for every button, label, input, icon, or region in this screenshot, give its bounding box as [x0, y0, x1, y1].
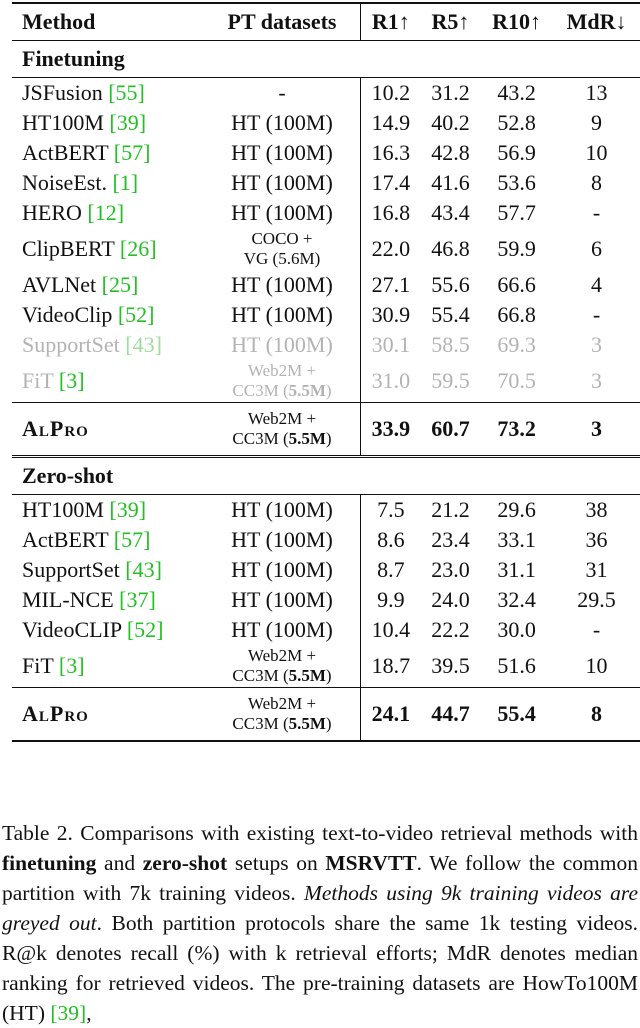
pt-cell: HT (100M)	[204, 138, 361, 168]
pt-cell: Web2M + CC3M (5.5M)	[204, 360, 361, 403]
table-row-ours	[12, 688, 640, 742]
r1-cell: 10.2	[361, 78, 421, 109]
method-cell: HT100M [39]	[12, 495, 204, 526]
table-row	[12, 615, 640, 645]
r10-cell: 31.1	[497, 557, 536, 582]
mdr-cell: 31	[585, 557, 608, 582]
table-row	[12, 270, 640, 300]
r10-cell: 29.6	[480, 495, 553, 526]
method-cell: MIL-NCE [37]	[22, 587, 156, 612]
citation-link[interactable]: [1]	[112, 170, 139, 195]
r5-cell: 43.4	[431, 200, 470, 225]
r1-cell: 24.1	[361, 688, 421, 742]
r1-cell: 33.9	[361, 403, 421, 457]
table-row-greyed	[12, 330, 640, 360]
method-cell: AlPro	[12, 688, 204, 742]
r5-cell: 39.5	[431, 653, 470, 678]
r5-cell: 41.6	[431, 170, 470, 195]
pt-cell: HT (100M)	[204, 270, 361, 300]
citation-link[interactable]: [55]	[108, 80, 145, 105]
pt-cell: HT (100M)	[204, 330, 361, 360]
r10-cell: 73.2	[480, 403, 553, 457]
r5-cell: 58.5	[431, 332, 470, 357]
pt-cell: Web2M + CC3M (5.5M)	[204, 403, 361, 457]
table-row	[12, 108, 640, 138]
table-row	[12, 168, 640, 198]
citation-link[interactable]: [3]	[58, 368, 85, 393]
table-row	[12, 198, 640, 228]
citation-link[interactable]: [37]	[119, 587, 156, 612]
mdr-cell: 10	[585, 140, 608, 165]
citation-link[interactable]: [25]	[101, 272, 139, 297]
table-row	[12, 78, 640, 109]
r10-cell: 69.3	[497, 332, 536, 357]
r1-cell: 18.7	[371, 653, 411, 678]
mdr-cell: 3	[553, 403, 640, 457]
table-row	[12, 585, 640, 615]
r5-cell: 42.8	[431, 140, 470, 165]
section-zeroshot	[12, 457, 640, 495]
citation-link[interactable]: [43]	[125, 557, 162, 582]
r10-cell: 56.9	[497, 140, 536, 165]
mdr-cell: -	[592, 302, 601, 327]
table-row	[12, 495, 640, 526]
r5-cell: 31.2	[421, 78, 481, 109]
r10-cell: 66.8	[497, 302, 536, 327]
r1-cell: 7.5	[361, 495, 421, 526]
r1-cell: 30.1	[371, 332, 411, 357]
method-cell: FiT [3]	[22, 368, 85, 393]
r1-cell: 27.1	[371, 272, 411, 297]
header-r1: R1↑	[361, 3, 421, 41]
pt-cell: Web2M + CC3M (5.5M)	[204, 688, 361, 742]
mdr-cell: 38	[553, 495, 640, 526]
citation-link[interactable]: [26]	[119, 236, 157, 261]
mdr-cell: 10	[585, 653, 608, 678]
section-title: Zero-shot	[12, 457, 640, 495]
method-cell: HERO [12]	[22, 200, 125, 225]
pt-cell: HT (100M)	[204, 585, 361, 615]
r10-cell: 59.9	[497, 236, 536, 261]
pt-cell: HT (100M)	[204, 300, 361, 330]
section-finetuning	[12, 41, 640, 78]
citation-link[interactable]: [52]	[126, 617, 164, 642]
r5-cell: 59.5	[431, 368, 470, 393]
r10-cell: 43.2	[480, 78, 553, 109]
header-mdr: MdR↓	[553, 3, 640, 41]
table-row	[12, 138, 640, 168]
method-cell: FiT [3]	[22, 653, 85, 678]
pt-cell: -	[204, 78, 361, 109]
method-cell: JSFusion [55]	[12, 78, 204, 109]
table-row-greyed	[12, 360, 640, 403]
citation-link[interactable]: [39]	[109, 497, 147, 522]
method-cell: ClipBERT [26]	[22, 236, 157, 261]
pt-cell: HT (100M)	[204, 495, 361, 526]
r1-cell: 8.6	[377, 527, 405, 552]
r5-cell: 44.7	[421, 688, 481, 742]
r10-cell: 70.5	[497, 368, 536, 393]
citation-link[interactable]: [3]	[58, 653, 85, 678]
mdr-cell: 36	[585, 527, 608, 552]
r5-cell: 22.2	[431, 617, 470, 642]
method-cell: ActBERT [57]	[22, 140, 151, 165]
table-row	[12, 645, 640, 688]
citation-link[interactable]: [39]	[50, 1001, 87, 1025]
header-r10: R10↑	[480, 3, 553, 41]
mdr-cell: 3	[591, 368, 603, 393]
r10-cell: 55.4	[480, 688, 553, 742]
r5-cell: 46.8	[431, 236, 470, 261]
r5-cell: 23.4	[431, 527, 470, 552]
table-row	[12, 525, 640, 555]
pt-cell: COCO + VG (5.6M)	[204, 228, 361, 270]
r5-cell: 21.2	[421, 495, 481, 526]
table-caption: Table 2. Comparisons with existing text-to-video retrieval methods with finetuning and zero-shot setups on MSRVTT. We follow the common partition with 7k training videos. Methods using 9k training videos are greyed out. Both partition protocols share the same 1k testing videos. R@k denotes recall (%) with k retrieval efforts; MdR denotes median ranking for retrieved videos. The pre-training datasets are HowTo100M (HT) [39],	[2, 821, 639, 1025]
method-cell: VideoCLIP [52]	[22, 617, 164, 642]
table-row-ours	[12, 403, 640, 457]
r5-cell: 55.4	[431, 302, 470, 327]
mdr-cell: 29.5	[577, 587, 616, 612]
r10-cell: 57.7	[497, 200, 536, 225]
r1-cell: 9.9	[377, 587, 405, 612]
mdr-cell: 8	[553, 688, 640, 742]
mdr-cell: 4	[591, 272, 603, 297]
table-row	[12, 555, 640, 585]
r1-cell: 17.4	[371, 170, 411, 195]
r1-cell: 16.3	[371, 140, 411, 165]
citation-link[interactable]: [52]	[117, 302, 155, 327]
pt-cell: HT (100M)	[204, 108, 361, 138]
r1-cell: 14.9	[371, 110, 411, 135]
r10-cell: 32.4	[497, 587, 536, 612]
method-cell: AVLNet [25]	[22, 272, 139, 297]
r1-cell: 30.9	[371, 302, 411, 327]
pt-cell: Web2M + CC3M (5.5M)	[204, 645, 361, 688]
r1-cell: 22.0	[371, 236, 411, 261]
header-r5: R5↑	[421, 3, 481, 41]
r10-cell: 66.6	[497, 272, 536, 297]
citation-link[interactable]: [57]	[113, 140, 151, 165]
table-row	[12, 300, 640, 330]
r5-cell: 60.7	[421, 403, 481, 457]
r5-cell: 23.0	[431, 557, 470, 582]
mdr-cell: -	[592, 617, 601, 642]
header-row	[12, 3, 640, 41]
r1-cell: 8.7	[377, 557, 405, 582]
r5-cell: 55.6	[431, 272, 470, 297]
method-cell: HT100M [39]	[22, 110, 147, 135]
method-cell: VideoClip [52]	[22, 302, 155, 327]
r10-cell: 33.1	[497, 527, 536, 552]
section-title: Finetuning	[12, 41, 640, 78]
mdr-cell: 9	[591, 110, 603, 135]
method-cell: SupportSet [43]	[22, 332, 162, 357]
header-method: Method	[12, 3, 204, 41]
method-cell: ActBERT [57]	[22, 527, 151, 552]
r10-cell: 51.6	[497, 653, 536, 678]
citation-link[interactable]: [57]	[113, 527, 151, 552]
pt-cell: HT (100M)	[204, 168, 361, 198]
mdr-cell: 3	[591, 332, 603, 357]
mdr-cell: 6	[591, 236, 603, 261]
citation-link[interactable]: [43]	[125, 332, 162, 357]
pt-cell: HT (100M)	[204, 525, 361, 555]
r10-cell: 30.0	[497, 617, 536, 642]
pt-cell: HT (100M)	[204, 615, 361, 645]
mdr-cell: -	[592, 200, 601, 225]
header-pt-datasets: PT datasets	[204, 3, 361, 41]
citation-link[interactable]: [39]	[109, 110, 147, 135]
method-cell: SupportSet [43]	[22, 557, 162, 582]
r5-cell: 24.0	[431, 587, 470, 612]
method-cell: AlPro	[12, 403, 204, 457]
results-table	[12, 2, 640, 742]
r1-cell: 31.0	[371, 368, 411, 393]
method-cell: NoiseEst. [1]	[22, 170, 139, 195]
r1-cell: 10.4	[371, 617, 411, 642]
r5-cell: 40.2	[431, 110, 470, 135]
table-row	[12, 228, 640, 270]
pt-cell: HT (100M)	[204, 198, 361, 228]
pt-cell: HT (100M)	[204, 555, 361, 585]
mdr-cell: 13	[553, 78, 640, 109]
r10-cell: 52.8	[497, 110, 536, 135]
r10-cell: 53.6	[497, 170, 536, 195]
mdr-cell: 8	[591, 170, 603, 195]
citation-link[interactable]: [12]	[87, 200, 125, 225]
r1-cell: 16.8	[371, 200, 411, 225]
